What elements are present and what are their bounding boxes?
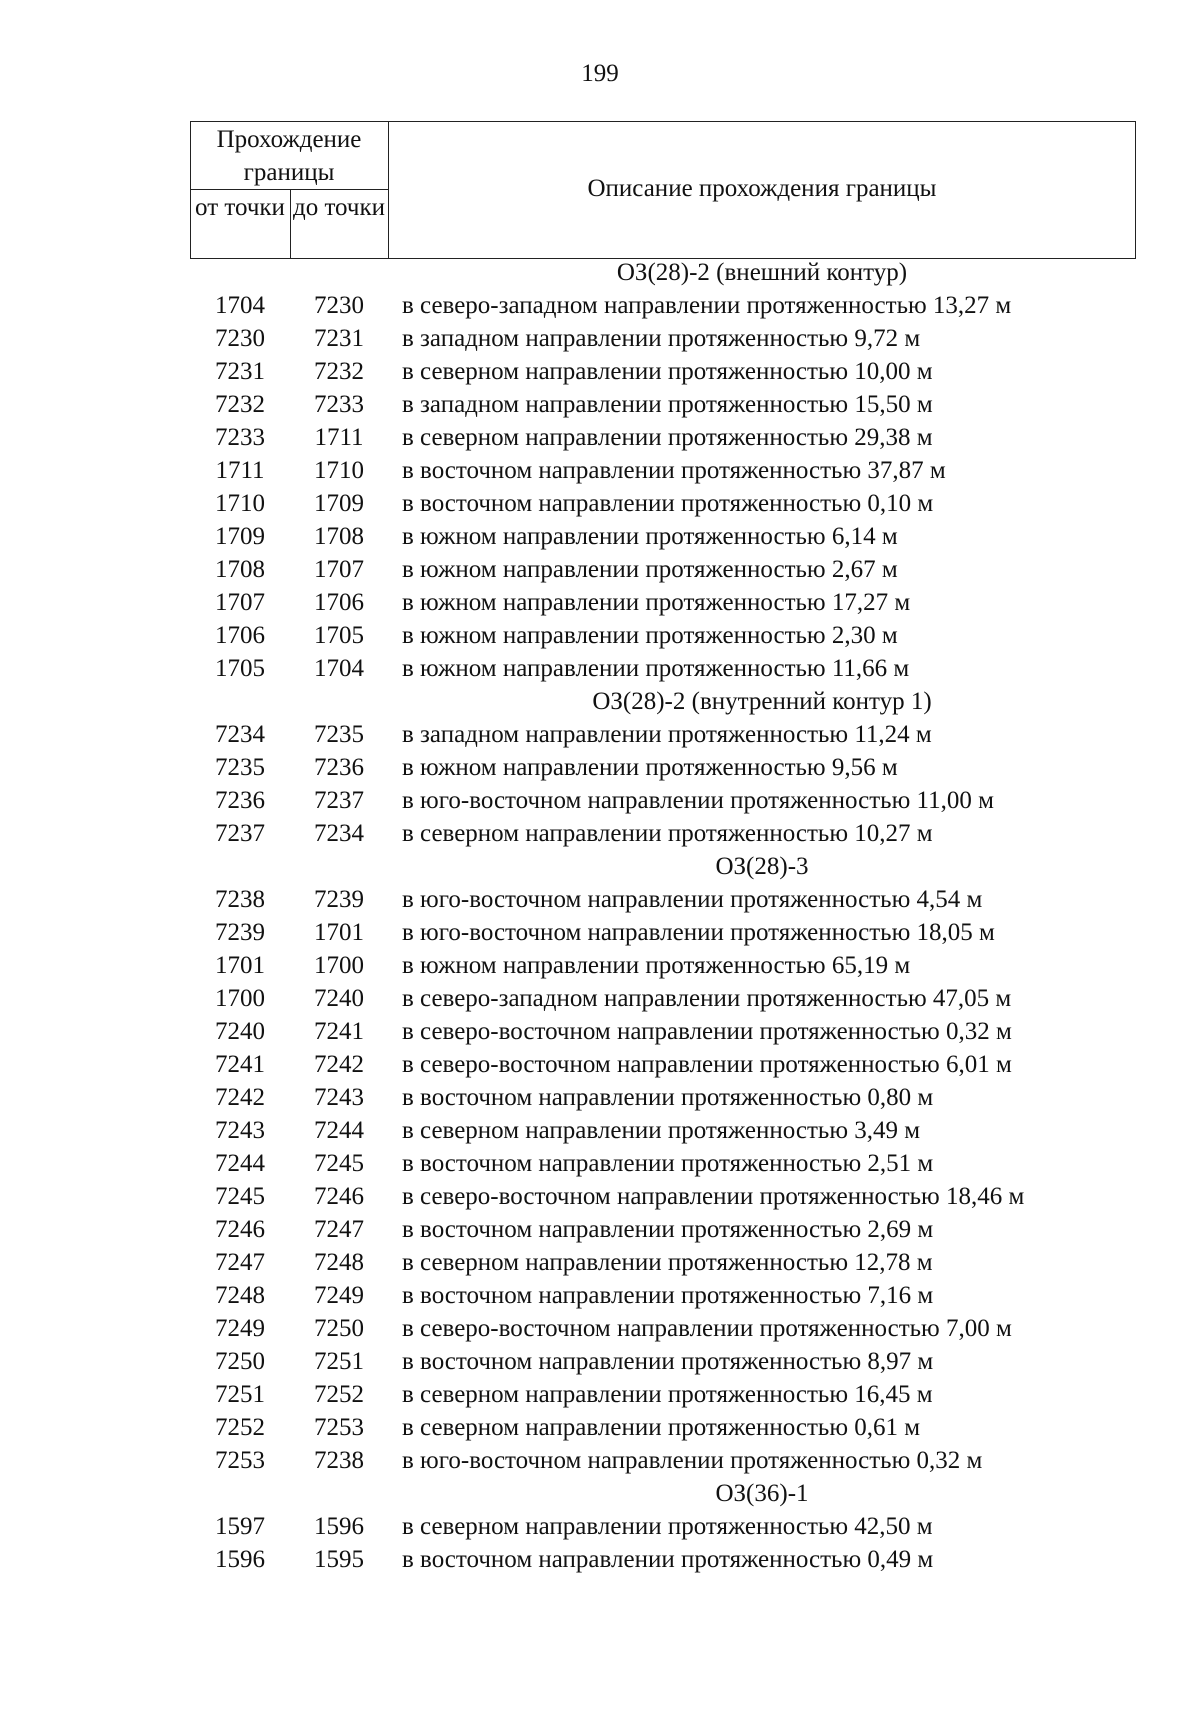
to-point: 7235 (314, 721, 364, 748)
from-point: 7246 (215, 1216, 265, 1243)
to-point: 7233 (314, 391, 364, 418)
boundary-description: в северном направлении протяженностью 0,61 м (402, 1414, 921, 1441)
table-row (190, 1048, 1150, 1081)
to-point: 1596 (314, 1513, 364, 1540)
to-point: 7249 (314, 1282, 364, 1309)
boundary-description: в южном направлении протяженностью 6,14 м (402, 523, 898, 550)
to-point: 1595 (314, 1546, 364, 1573)
table-row (190, 520, 1150, 553)
to-point: 1708 (314, 523, 364, 550)
table-row (190, 1180, 1150, 1213)
from-point: 7231 (215, 358, 265, 385)
from-point: 1596 (215, 1546, 265, 1573)
to-point: 7241 (314, 1018, 364, 1045)
boundary-description: в юго-восточном направлении протяженностью 4,54 м (402, 886, 983, 913)
from-point: 7230 (215, 325, 265, 352)
header-group-label: Прохождение границы (216, 126, 362, 186)
table-row (190, 553, 1150, 586)
from-point: 7236 (215, 787, 265, 814)
header-description-label: Описание прохождения границы (587, 175, 937, 202)
table-row (190, 1411, 1150, 1444)
to-point: 7236 (314, 754, 364, 781)
section-title: ОЗ(28)-3 (715, 853, 809, 880)
to-point: 7243 (314, 1084, 364, 1111)
to-point: 7240 (314, 985, 364, 1012)
from-point: 1704 (215, 292, 265, 319)
to-point: 7253 (314, 1414, 364, 1441)
table-row (190, 355, 1150, 388)
table-row (190, 1114, 1150, 1147)
table-row (190, 883, 1150, 916)
boundary-description: в западном направлении протяженностью 15,50 м (402, 391, 933, 418)
to-point: 7231 (314, 325, 364, 352)
to-point: 7234 (314, 820, 364, 847)
header-divider (190, 189, 388, 190)
to-point: 1707 (314, 556, 364, 583)
from-point: 1708 (215, 556, 265, 583)
from-point: 7240 (215, 1018, 265, 1045)
from-point: 1700 (215, 985, 265, 1012)
from-point: 7239 (215, 919, 265, 946)
table-row (190, 1543, 1150, 1576)
boundary-description: в юго-восточном направлении протяженностью 11,00 м (402, 787, 994, 814)
from-point: 7237 (215, 820, 265, 847)
to-point: 1709 (314, 490, 364, 517)
to-point: 7246 (314, 1183, 364, 1210)
boundary-description: в восточном направлении протяженностью 0,49 м (402, 1546, 934, 1573)
from-point: 7235 (215, 754, 265, 781)
from-point: 1705 (215, 655, 265, 682)
to-point: 7237 (314, 787, 364, 814)
boundary-description: в северном направлении протяженностью 16,45 м (402, 1381, 933, 1408)
boundary-description: в северном направлении протяженностью 29,38 м (402, 424, 933, 451)
table-row (190, 652, 1150, 685)
section-title: ОЗ(36)-1 (715, 1480, 809, 1507)
to-point: 7251 (314, 1348, 364, 1375)
boundary-description: в восточном направлении протяженностью 2,69 м (402, 1216, 934, 1243)
boundary-description: в южном направлении протяженностью 2,30 м (402, 622, 898, 649)
to-point: 7247 (314, 1216, 364, 1243)
table-row (190, 1510, 1150, 1543)
boundary-description: в восточном направлении протяженностью 0,80 м (402, 1084, 934, 1111)
to-point: 7250 (314, 1315, 364, 1342)
boundary-description: в северном направлении протяженностью 10,00 м (402, 358, 933, 385)
table-row (190, 1081, 1150, 1114)
table-row (190, 586, 1150, 619)
to-point: 7230 (314, 292, 364, 319)
table-body (190, 256, 1150, 1576)
to-point: 7248 (314, 1249, 364, 1276)
boundary-description: в восточном направлении протяженностью 7,16 м (402, 1282, 934, 1309)
boundary-description: в восточном направлении протяженностью 2,51 м (402, 1150, 934, 1177)
table-row (190, 619, 1150, 652)
table-row (190, 1279, 1150, 1312)
to-point: 1704 (314, 655, 364, 682)
table-row (190, 817, 1150, 850)
table-row (190, 916, 1150, 949)
to-point: 1710 (314, 457, 364, 484)
header-from-label: от точки (195, 194, 285, 221)
from-point: 1701 (215, 952, 265, 979)
table-row (190, 1312, 1150, 1345)
boundary-description: в северном направлении протяженностью 12,78 м (402, 1249, 933, 1276)
from-point: 7248 (215, 1282, 265, 1309)
table-row (190, 388, 1150, 421)
header-to-label: до точки (292, 194, 386, 221)
boundary-description: в северо-западном направлении протяженностью 13,27 м (402, 292, 1012, 319)
from-point: 7238 (215, 886, 265, 913)
from-point: 7247 (215, 1249, 265, 1276)
from-point: 1709 (215, 523, 265, 550)
from-point: 7242 (215, 1084, 265, 1111)
table-row (190, 949, 1150, 982)
table-row (190, 421, 1150, 454)
boundary-description: в южном направлении протяженностью 65,19 м (402, 952, 911, 979)
table-row (190, 1378, 1150, 1411)
table-row (190, 1345, 1150, 1378)
boundary-description: в западном направлении протяженностью 9,72 м (402, 325, 921, 352)
to-point: 7244 (314, 1117, 364, 1144)
to-point: 7239 (314, 886, 364, 913)
boundary-description: в южном направлении протяженностью 17,27 м (402, 589, 911, 616)
from-point: 7252 (215, 1414, 265, 1441)
to-point: 7242 (314, 1051, 364, 1078)
table-row (190, 289, 1150, 322)
boundary-description: в северо-восточном направлении протяженностью 18,46 м (402, 1183, 1025, 1210)
to-point: 1701 (314, 919, 364, 946)
table-row (190, 982, 1150, 1015)
boundary-description: в южном направлении протяженностью 11,66 м (402, 655, 910, 682)
from-point: 7250 (215, 1348, 265, 1375)
table-row (190, 454, 1150, 487)
boundary-description: в северо-восточном направлении протяженностью 0,32 м (402, 1018, 1012, 1045)
boundary-description: в северном направлении протяженностью 10,27 м (402, 820, 933, 847)
boundary-description: в южном направлении протяженностью 9,56 м (402, 754, 898, 781)
table-row (190, 784, 1150, 817)
table-row (190, 1444, 1150, 1477)
boundary-description: в южном направлении протяженностью 2,67 м (402, 556, 898, 583)
from-point: 7244 (215, 1150, 265, 1177)
to-point: 1705 (314, 622, 364, 649)
boundary-description: в восточном направлении протяженностью 37,87 м (402, 457, 946, 484)
boundary-description: в северо-западном направлении протяженностью 47,05 м (402, 985, 1012, 1012)
from-point: 7243 (215, 1117, 265, 1144)
from-point: 7249 (215, 1315, 265, 1342)
from-point: 7232 (215, 391, 265, 418)
from-point: 7241 (215, 1051, 265, 1078)
from-point: 1706 (215, 622, 265, 649)
section-title: ОЗ(28)-2 (внутренний контур 1) (592, 688, 932, 715)
from-point: 1707 (215, 589, 265, 616)
table-row (190, 1213, 1150, 1246)
from-point: 7234 (215, 721, 265, 748)
boundary-description: в юго-восточном направлении протяженностью 18,05 м (402, 919, 995, 946)
table-row (190, 1015, 1150, 1048)
from-point: 1711 (215, 457, 265, 484)
to-point: 7238 (314, 1447, 364, 1474)
to-point: 1706 (314, 589, 364, 616)
section-title: ОЗ(28)-2 (внешний контур) (616, 259, 908, 286)
from-point: 7233 (215, 424, 265, 451)
table-row (190, 718, 1150, 751)
to-point: 1700 (314, 952, 364, 979)
to-point: 7245 (314, 1150, 364, 1177)
from-point: 7253 (215, 1447, 265, 1474)
boundary-description: в северном направлении протяженностью 3,49 м (402, 1117, 921, 1144)
boundary-description: в северном направлении протяженностью 42,50 м (402, 1513, 933, 1540)
to-point: 7252 (314, 1381, 364, 1408)
boundary-description: в западном направлении протяженностью 11,24 м (402, 721, 932, 748)
table-row (190, 1147, 1150, 1180)
table-row (190, 1246, 1150, 1279)
boundary-description: в восточном направлении протяженностью 8,97 м (402, 1348, 934, 1375)
from-point: 1710 (215, 490, 265, 517)
boundary-description: в юго-восточном направлении протяженностью 0,32 м (402, 1447, 983, 1474)
table-row (190, 751, 1150, 784)
from-point: 1597 (215, 1513, 265, 1540)
boundary-description: в северо-восточном направлении протяженностью 6,01 м (402, 1051, 1012, 1078)
boundary-description: в северо-восточном направлении протяженностью 7,00 м (402, 1315, 1012, 1342)
from-point: 7251 (215, 1381, 265, 1408)
table-header (190, 121, 1136, 259)
from-point: 7245 (215, 1183, 265, 1210)
page-number: 199 (581, 60, 619, 87)
to-point: 1711 (314, 424, 364, 451)
table-row (190, 322, 1150, 355)
boundary-description: в восточном направлении протяженностью 0,10 м (402, 490, 934, 517)
table-row (190, 487, 1150, 520)
to-point: 7232 (314, 358, 364, 385)
